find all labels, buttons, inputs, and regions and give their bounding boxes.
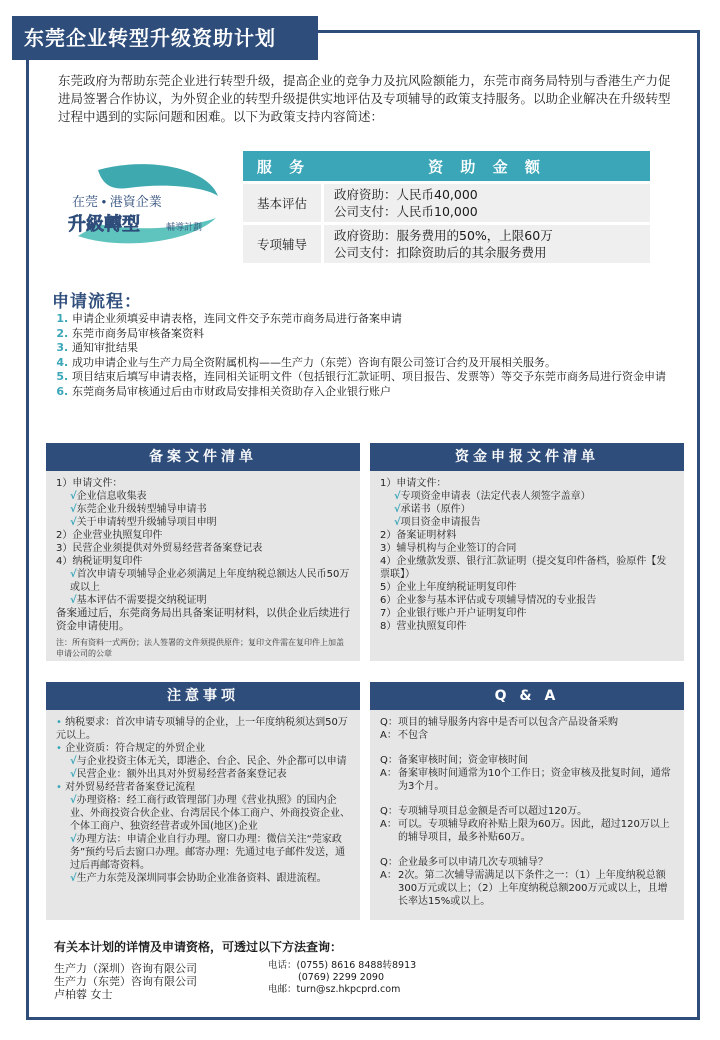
bullet-icon: • bbox=[56, 782, 66, 793]
funding-line: 5）企业上年度纳税证明复印件 bbox=[380, 582, 517, 593]
notes-line: √与企业投资主体无关，即港企、台企、民企、外企都可以申请 bbox=[70, 756, 347, 767]
flow-steps bbox=[56, 312, 692, 399]
qa-question: Q： 备案审核时间；资金审核时间 bbox=[380, 755, 528, 766]
table-row bbox=[243, 184, 650, 222]
funding-line: 2）备案证明材料 bbox=[380, 530, 457, 541]
notes-box bbox=[46, 682, 360, 920]
table-row bbox=[243, 225, 650, 263]
check-icon: √ bbox=[70, 769, 77, 780]
contact-phone: (0769) 2299 2090 bbox=[298, 972, 384, 983]
bullet-icon: • bbox=[56, 717, 66, 728]
program-logo bbox=[58, 158, 228, 248]
header-service: 服 务 bbox=[243, 151, 324, 181]
filing-box bbox=[46, 443, 360, 661]
check-icon: √ bbox=[70, 504, 77, 515]
qa-box bbox=[370, 682, 684, 920]
funding-line: √专项资金申请表（法定代表人须签字盖章） bbox=[394, 491, 591, 502]
flow-step: 1. 申请企业须填妥申请表格，连同文件交予东莞市商务局进行备案申请 bbox=[72, 312, 692, 327]
filing-note: 注：所有资料一式两份；法人签署的文件须提供原件；复印文件需在复印件上加盖申请公司的公章 bbox=[56, 638, 344, 658]
contact-phone: 电话：(0755) 8616 8488转8913 bbox=[268, 960, 417, 971]
amount-line: 政府资助：服务费用的50%，上限60万 bbox=[334, 228, 553, 243]
funding-line: 6）企业参与基本评估或专项辅导情况的专业报告 bbox=[380, 595, 597, 606]
qa-question: Q： 专项辅导项目总金额是否可以超过120万。 bbox=[380, 806, 588, 817]
flow-step: 6. 东莞商务局审核通过后由市财政局安排相关资助存入企业银行账户 bbox=[72, 385, 692, 400]
flow-step: 3. 通知审批结果 bbox=[72, 341, 692, 356]
qa-answer: A： 2次。第二次辅导需满足以下条件之一：（1）上年度纳税总额300万元或以上；（2）上年度纳税总额200万元或以上，且增长率达15%或以上。 bbox=[380, 870, 668, 907]
check-icon: √ bbox=[70, 756, 77, 767]
amount-line: 公司支付：人民币10,000 bbox=[334, 204, 478, 219]
qa-question: Q： 项目的辅导服务内容中是否可以包含产品设备采购 bbox=[380, 717, 618, 728]
notes-line: √办理方法：申请企业自行办理。窗口办理：微信关注“莞家政务”预约号后去窗口办理。邮寄办理：先通过电子邮件发送，通过后再邮寄资料。 bbox=[70, 834, 346, 871]
service-name: 专项辅导 bbox=[243, 225, 324, 263]
qa-answer: A： 可以。专项辅导政府补贴上限为60万。因此，超过120万以上的辅导项目，最多补贴60万。 bbox=[380, 819, 670, 843]
check-icon: √ bbox=[70, 834, 77, 845]
contact-details bbox=[268, 960, 416, 996]
funding-line: √项目资金申请报告 bbox=[394, 517, 481, 528]
qa-header: Q & A bbox=[370, 682, 684, 710]
funding-line: 4）企业缴款发票、银行汇款证明（提交复印件备档，验原件【发票联】） bbox=[380, 556, 667, 580]
qa-answer: A： 备案审核时间通常为10个工作日；资金审核及批复时间，通常为3个月。 bbox=[380, 768, 671, 792]
logo-line2: 升級轉型 bbox=[68, 214, 140, 234]
notes-line: • 企业资质：符合规定的外贸企业 bbox=[56, 743, 206, 754]
check-icon: √ bbox=[70, 795, 77, 806]
check-icon: √ bbox=[70, 873, 77, 884]
funding-line: 1）申请文件： bbox=[380, 478, 447, 489]
contact-person: 卢柏蓉 女士 bbox=[54, 988, 113, 1001]
logo-line1: 在莞 • 港資企業 bbox=[72, 194, 162, 209]
check-icon: √ bbox=[394, 491, 401, 502]
funding-line: 8）营业执照复印件 bbox=[380, 621, 467, 632]
flow-step: 4. 成功申请企业与生产力局全资附属机构——生产力（东莞）咨询有限公司签订合约及开展相关服务。 bbox=[72, 356, 692, 371]
check-icon: √ bbox=[70, 517, 77, 528]
notes-line: √办理资格：经工商行政管理部门办理《营业执照》的国内企业、外商投资合伙企业、台湾居民个体工商户、外商投资企业、个体工商户、独资经营者或外国(地区)企业 bbox=[70, 795, 350, 832]
filing-line: 4）纳税证明复印件 bbox=[56, 556, 143, 567]
check-icon: √ bbox=[70, 595, 77, 606]
notes-header: 注意事项 bbox=[46, 682, 360, 710]
qa-question: Q： 企业最多可以申请几次专项辅导？ bbox=[380, 857, 548, 868]
flow-step: 5. 项目结束后填写申请表格，连同相关证明文件（包括银行汇款证明、项目报告、发票等）等交予东莞市商务局进行资金申请 bbox=[72, 370, 692, 385]
flow-step: 2. 东莞市商务局审核备案资料 bbox=[72, 327, 692, 342]
filing-header: 备案文件清单 bbox=[46, 443, 360, 471]
amount-line: 政府资助：人民币40,000 bbox=[334, 187, 478, 202]
contact-org: 生产力（深圳）咨询有限公司 bbox=[54, 962, 197, 975]
filing-line: √基本评估不需要提交纳税证明 bbox=[70, 595, 207, 606]
logo-line3: 輔導計劃 bbox=[166, 222, 203, 232]
contact-org: 生产力（东莞）咨询有限公司 bbox=[54, 975, 197, 988]
filing-line: √关于申请转型升级辅导项目申明 bbox=[70, 517, 217, 528]
notes-line: • 对外贸易经营者备案登记流程 bbox=[56, 782, 196, 793]
filing-line: 备案通过后，东莞商务局出具备案证明材料，以供企业后续进行资金申请使用。 bbox=[56, 607, 350, 632]
intro-paragraph: 东莞政府为帮助东莞企业进行转型升级，提高企业的竞争力及抗风险额能力，东莞市商务局特别与香港生产力促进局签署合作协议，为外贸企业的转型升级提供实地评估及专项辅导的政策支持服务。以助企业解决在升级转型过程中遇到的实际问题和困难。以下为政策支持内容简述： bbox=[58, 73, 671, 124]
funding-line: 7）企业银行账户开户证明复印件 bbox=[380, 608, 527, 619]
header-amount: 资 助 金 额 bbox=[324, 151, 650, 181]
contact-email[interactable]: 电邮：turn@sz.hkpcprd.com bbox=[268, 984, 401, 995]
funding-line: √承诺书（原件） bbox=[394, 504, 471, 515]
notes-line: √民营企业：额外出具对外贸易经营者备案登记表 bbox=[70, 769, 287, 780]
filing-line: √企业信息收集表 bbox=[70, 491, 147, 502]
filing-line: 3）民营企业须提供对外贸易经营者备案登记表 bbox=[56, 543, 263, 554]
check-icon: √ bbox=[70, 491, 77, 502]
funding-box bbox=[370, 443, 684, 661]
amount-line: 公司支付：扣除资助后的其余服务费用 bbox=[334, 245, 547, 260]
notes-line: √生产力东莞及深圳同事会协助企业准备资料、跟进流程。 bbox=[70, 873, 327, 884]
contact-orgs bbox=[54, 962, 197, 1001]
filing-line: √东莞企业升级转型辅导申请书 bbox=[70, 504, 207, 515]
check-icon: √ bbox=[394, 504, 401, 515]
qa-answer: A： 不包含 bbox=[380, 730, 428, 741]
funding-line: 3）辅导机构与企业签订的合同 bbox=[380, 543, 517, 554]
service-name: 基本评估 bbox=[243, 184, 324, 222]
filing-line: 1）申请文件： bbox=[56, 478, 123, 489]
notes-line: • 纳税要求：首次申请专项辅导的企业，上一年度纳税须达到50万元以上。 bbox=[56, 717, 348, 741]
funding-header: 资金申报文件清单 bbox=[370, 443, 684, 471]
flow-title: 申请流程： bbox=[52, 292, 142, 312]
filing-line: 2）企业营业执照复印件 bbox=[56, 530, 163, 541]
contact-title: 有关本计划的详情及申请资格，可透过以下方法查询： bbox=[54, 940, 343, 954]
check-icon: √ bbox=[70, 569, 77, 580]
filing-line: √首次申请专项辅导企业必须满足上年度纳税总额达人民币50万或以上 bbox=[70, 569, 350, 593]
page-title: 东莞企业转型升级资助计划 bbox=[12, 16, 318, 60]
bullet-icon: • bbox=[56, 743, 66, 754]
services-table bbox=[243, 148, 650, 266]
check-icon: √ bbox=[394, 517, 401, 528]
